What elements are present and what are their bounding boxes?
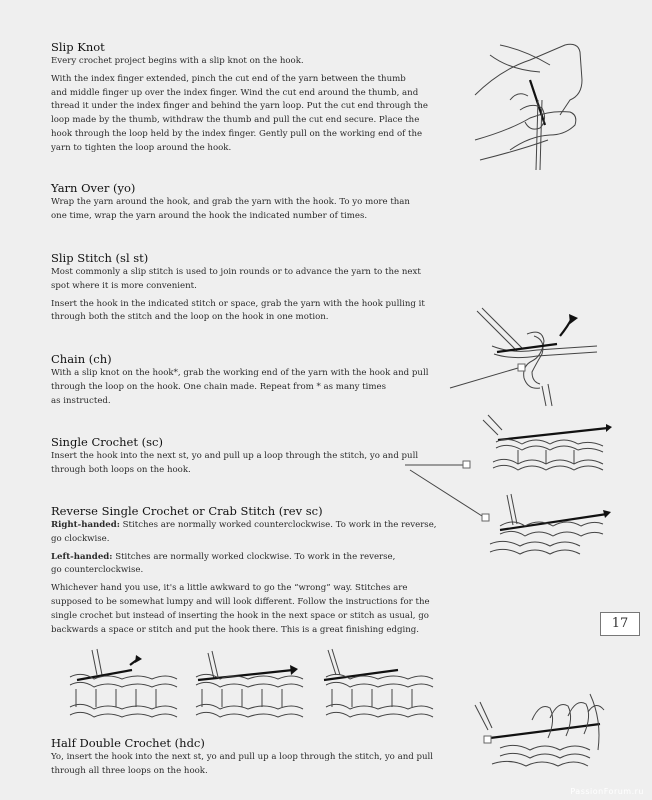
text-line: supposed to be somewhat lumpy and will look different. Follow the instructions for the xyxy=(51,596,430,607)
heading-slip-stitch: Slip Stitch (sl st) xyxy=(51,251,149,265)
section-chain xyxy=(51,352,461,412)
left-handed-text xyxy=(51,551,471,579)
reverse-sc-step-2-illustration xyxy=(188,645,308,717)
single-crochet-illustration xyxy=(478,410,613,480)
text-line: Whichever hand you use, it's a little awkward to go the “wrong” way. Stitches are xyxy=(51,583,408,594)
text-line: Stitches are normally worked counterclockwise. To work in the reverse, xyxy=(119,520,437,530)
text-line: Most commonly a slip stitch is used to join rounds or to advance the yarn to the next xyxy=(51,267,421,277)
section-yarn-over xyxy=(51,181,461,228)
reverse-sc-callout-line xyxy=(410,470,490,525)
text-line: go clockwise. xyxy=(51,533,110,544)
right-handed-text xyxy=(51,519,471,547)
hdc-callout-line xyxy=(462,730,492,750)
text-line: through all three loops on the hook. xyxy=(51,765,208,776)
section-slip-knot xyxy=(51,40,461,160)
heading-slip-knot: Slip Knot xyxy=(51,40,105,54)
section-reverse-single-crochet xyxy=(51,504,471,641)
text-line: through both the stitch and the loop on the hook in one motion. xyxy=(51,312,329,323)
slip-knot-instructions xyxy=(51,73,461,156)
text-line: through both loops on the hook. xyxy=(51,464,191,475)
text-line: through the loop on the hook. One chain made. Repeat from * as many times xyxy=(51,381,387,392)
heading-yarn-over: Yarn Over (yo) xyxy=(51,181,136,195)
text-line: backwards a space or stitch and put the hook there. This is a great finishing edging. xyxy=(51,624,420,635)
page-number: 17 xyxy=(600,612,640,636)
yarn-over-text xyxy=(51,196,461,224)
slip-stitch-p1 xyxy=(51,266,461,294)
right-handed-label: Right-handed: xyxy=(51,520,120,530)
text-line: spot where it is more convenient. xyxy=(51,280,197,291)
left-handed-label: Left-handed: xyxy=(51,551,113,562)
text-line: Wrap the yarn around the hook, and grab the yarn with the hook. To yo more than xyxy=(51,197,410,207)
text-line: Yo, insert the hook into the next st, yo and pull up a loop through the stitch, yo and pull xyxy=(51,752,433,762)
text-line: With a slip knot on the hook*, grab the working end of the yarn with the hook and pull xyxy=(51,368,429,378)
hdc-text xyxy=(51,751,461,779)
chain-text xyxy=(51,367,461,408)
heading-single-crochet: Single Crochet (sc) xyxy=(51,435,163,449)
reverse-sc-illustration xyxy=(485,490,615,560)
reverse-sc-step-1-illustration xyxy=(62,645,182,717)
text-line: single crochet but instead of inserting the hook in the next space or stitch as usual, go xyxy=(51,610,429,621)
reverse-sc-explanation xyxy=(51,582,471,637)
section-half-double-crochet xyxy=(51,736,461,783)
chain-callout-line xyxy=(450,360,530,390)
text-line: go counterclockwise. xyxy=(51,565,144,576)
heading-reverse-single-crochet: Reverse Single Crochet or Crab Stitch (rev sc) xyxy=(51,504,323,518)
slip-stitch-p2 xyxy=(51,298,461,326)
heading-chain: Chain (ch) xyxy=(51,352,112,366)
text-line: and middle finger up over the index finger. Wind the cut end around the thumb, and xyxy=(51,87,419,98)
section-single-crochet xyxy=(51,435,461,482)
reverse-sc-step-3-illustration xyxy=(318,645,438,717)
slip-knot-hand-illustration xyxy=(470,40,590,170)
text-line: Stitches are normally worked clockwise. To work in the reverse, xyxy=(112,551,396,562)
text-line: thread it under the index finger and behind the yarn loop. Put the cut end through the xyxy=(51,101,429,112)
text-line: one time, wrap the yarn around the hook the indicated number of times. xyxy=(51,210,368,221)
section-slip-stitch xyxy=(51,251,461,329)
text-line: yarn to tighten the loop around the hook. xyxy=(51,142,232,153)
text-line: Insert the hook in the indicated stitch or space, grab the yarn with the hook pulling it xyxy=(51,298,425,309)
text-line: hook through the loop held by the index finger. Gently pull on the working end of the xyxy=(51,128,423,139)
single-crochet-text xyxy=(51,450,461,478)
text-line: Insert the hook into the next st, yo and pull up a loop through the stitch, yo and pull xyxy=(51,451,419,461)
text-line: loop made by the thumb, withdraw the thumb and pull the cut end secure. Place the xyxy=(51,115,420,126)
text-line: With the index finger extended, pinch the cut end of the yarn between the thumb xyxy=(51,73,406,84)
heading-half-double-crochet: Half Double Crochet (hdc) xyxy=(51,736,205,750)
slip-stitch-illustration xyxy=(472,306,602,406)
text-line: as instructed. xyxy=(51,395,111,406)
watermark: PassionForum.ru xyxy=(570,787,644,796)
slip-knot-intro: Every crochet project begins with a slip knot on the hook. xyxy=(51,56,304,66)
single-crochet-callout-line xyxy=(405,460,480,470)
